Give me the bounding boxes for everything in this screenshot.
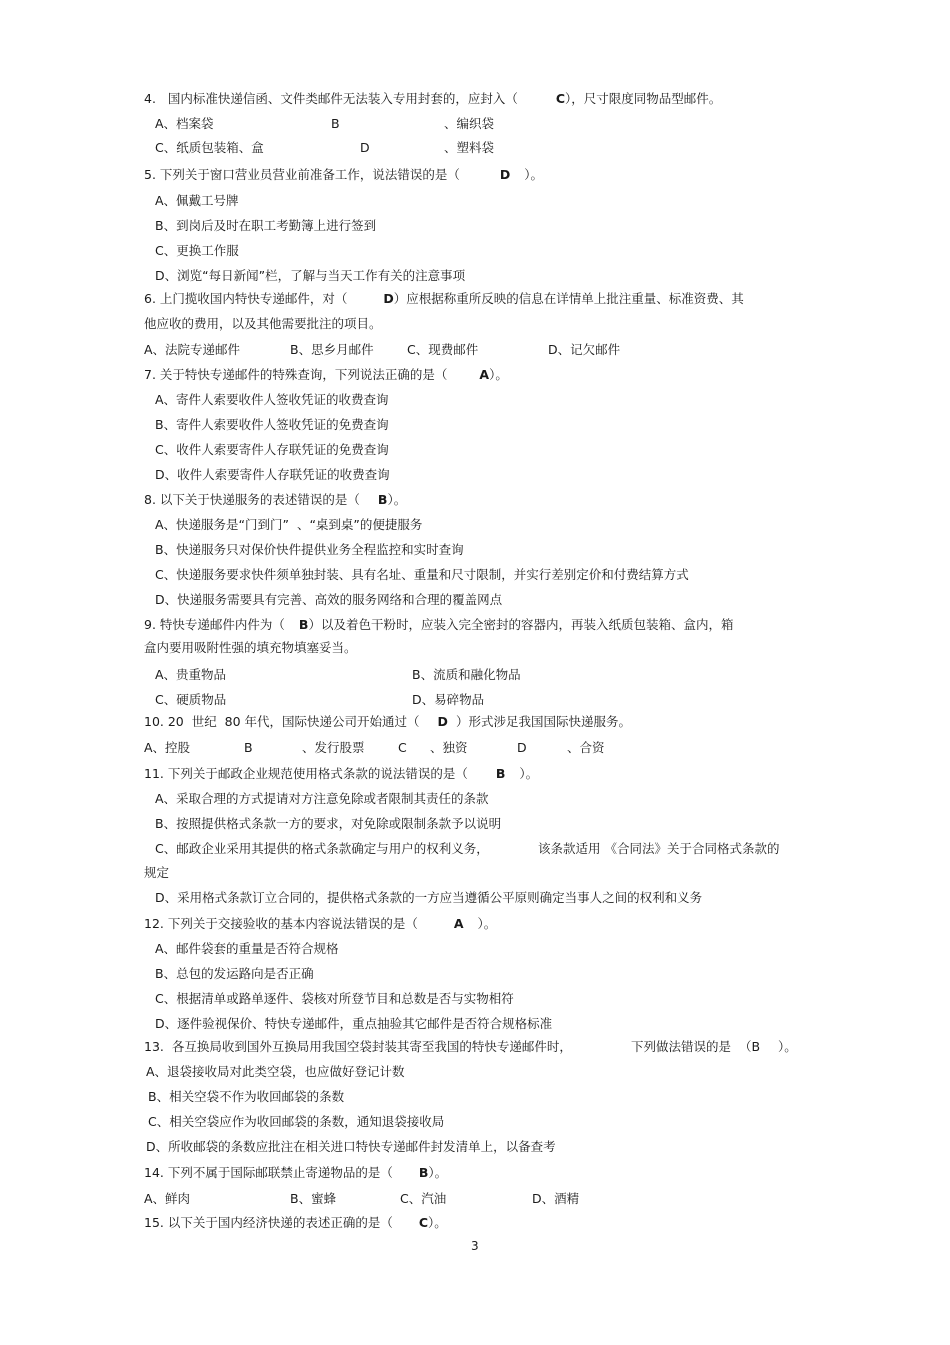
question-12-stem xyxy=(144,916,496,932)
q10-option-c-text: 、独资 xyxy=(430,740,468,755)
q4-option-a: A、档案袋 xyxy=(155,116,214,131)
q5-option-a: A、佩戴工号牌 xyxy=(155,193,239,208)
q10-option-a: A、控股 xyxy=(144,740,191,755)
q14-answer: B xyxy=(418,1165,429,1180)
q6-stem-text: 6. 上门揽收国内特快专递邮件，对（ xyxy=(144,291,348,306)
q9-answer: B xyxy=(298,617,309,632)
question-7-stem xyxy=(144,367,508,383)
q15-stem-text: 15. 以下关于国内经济快递的表述正确的是（ xyxy=(144,1215,393,1230)
question-13-stem xyxy=(144,1039,572,1055)
q10-option-d-text: 、合资 xyxy=(567,740,605,755)
q5-option-c: C、更换工作服 xyxy=(155,243,239,258)
q14-option-c: C、汽油 xyxy=(400,1191,447,1206)
q7-answer: A xyxy=(479,367,490,382)
q11-stem-tail: ）。 xyxy=(519,766,539,781)
q6-option-b: B、思乡月邮件 xyxy=(290,342,374,357)
q10-option-c-letter: C xyxy=(398,740,407,755)
q6-stem-tail: ）应根据称重所反映的信息在详情单上批注重量、标准资费、其 xyxy=(393,291,744,306)
q5-answer: D xyxy=(499,167,511,182)
question-6-stem xyxy=(144,291,744,307)
q10-option-d-letter: D xyxy=(517,740,527,755)
q9-option-d: D、易碎物品 xyxy=(412,692,485,707)
q4-option-c: C、纸质包装箱、盒 xyxy=(155,140,264,155)
q10-option-b-text: 、发行股票 xyxy=(302,740,365,755)
q8-stem-tail: ）。 xyxy=(387,492,407,507)
q13-stem-text: 13. 各互换局收到国外互换局用我国空袋封装其寄至我国的特快专递邮件时， xyxy=(144,1039,572,1054)
q14-option-b: B、蜜蜂 xyxy=(290,1191,337,1206)
q11-option-c-line2: 规定 xyxy=(144,865,170,880)
q9-option-b: B、流质和融化物品 xyxy=(412,667,521,682)
q13-option-b: B、相关空袋不作为收回邮袋的条数 xyxy=(148,1089,345,1104)
q4-option-d-letter: D xyxy=(360,140,370,155)
q11-answer: B xyxy=(495,766,506,781)
q9-option-a: A、贵重物品 xyxy=(155,667,227,682)
q11-option-c-continued: 该条款适用 《合同法》关于合同格式条款的 xyxy=(538,841,780,856)
q8-option-c: C、快递服务要求快件须单独封装、具有名址、重量和尺寸限制，并实行差别定价和付费结算方式 xyxy=(155,567,689,582)
q15-answer: C xyxy=(418,1215,429,1230)
q14-option-d: D、酒精 xyxy=(532,1191,580,1206)
q8-stem-text: 8. 以下关于快递服务的表述错误的是（ xyxy=(144,492,360,507)
q7-stem-text: 7. 关于特快专递邮件的特殊查询，下列说法正确的是（ xyxy=(144,367,448,382)
q5-option-d: D、浏览“每日新闻”栏，了解与当天工作有关的注意事项 xyxy=(155,268,466,283)
q8-option-b: B、快递服务只对保价快件提供业务全程监控和实时查询 xyxy=(155,542,464,557)
q9-stem-line2: 盒内要用吸附性强的填充物填塞妥当。 xyxy=(144,640,357,655)
q6-option-d: D、记欠邮件 xyxy=(548,342,621,357)
q11-stem-text: 11. 下列关于邮政企业规范使用格式条款的说法错误的是（ xyxy=(144,766,468,781)
q5-option-b: B、到岗后及时在职工考勤簿上进行签到 xyxy=(155,218,377,233)
question-10-stem xyxy=(144,714,631,730)
question-9-stem xyxy=(144,617,733,633)
q8-answer: B xyxy=(377,492,388,507)
q7-option-b: B、寄件人索要收件人签收凭证的免费查询 xyxy=(155,417,389,432)
question-5-stem xyxy=(144,167,543,183)
q7-option-c: C、收件人索要寄件人存联凭证的免费查询 xyxy=(155,442,389,457)
q12-option-d: D、逐件验视保价、特快专递邮件，重点抽验其它邮件是否符合规格标准 xyxy=(155,1016,553,1031)
q13-stem-tail: ）。 xyxy=(778,1039,797,1054)
q13-answer: B xyxy=(751,1039,761,1054)
q9-stem-tail: ）以及着色干粉时，应装入完全密封的容器内，再装入纸质包装箱、盒内，箱 xyxy=(308,617,734,632)
q10-stem-tail: ）形式涉足我国国际快递服务。 xyxy=(455,714,631,729)
q5-stem-text: 5. 下列关于窗口营业员营业前准备工作，说法错误的是（ xyxy=(144,167,460,182)
q6-option-c: C、现费邮件 xyxy=(407,342,479,357)
q11-option-c: C、邮政企业采用其提供的格式条款确定与用户的权利义务， xyxy=(155,841,489,856)
question-8-stem xyxy=(144,492,406,508)
q12-answer: A xyxy=(453,916,464,931)
q13-option-d: D、所收邮袋的条数应批注在相关进口特快专递邮件封发清单上，以备查考 xyxy=(146,1139,556,1154)
q13-option-c: C、相关空袋应作为收回邮袋的条数，通知退袋接收局 xyxy=(148,1114,445,1129)
q10-answer: D xyxy=(437,714,448,729)
question-15-stem xyxy=(144,1215,447,1231)
q12-stem-tail: ）。 xyxy=(477,916,497,931)
q6-stem-line2: 他应收的费用，以及其他需要批注的项目。 xyxy=(144,316,382,331)
q12-option-c: C、根据清单或路单逐件、袋核对所登节目和总数是否与实物相符 xyxy=(155,991,514,1006)
page-number: 3 xyxy=(471,1239,479,1253)
q7-option-a: A、寄件人索要收件人签收凭证的收费查询 xyxy=(155,392,389,407)
q10-option-b-letter: B xyxy=(244,740,253,755)
q12-option-b: B、总包的发运路向是否正确 xyxy=(155,966,314,981)
q8-option-a: A、快递服务是“门到门” 、“桌到桌”的便捷服务 xyxy=(155,517,423,532)
q7-option-d: D、收件人索要寄件人存联凭证的收费查询 xyxy=(155,467,390,482)
q13-stem-right xyxy=(631,1039,797,1055)
q6-option-a: A、法院专递邮件 xyxy=(144,342,241,357)
q14-option-a: A、鲜肉 xyxy=(144,1191,191,1206)
q8-option-d: D、快递服务需要具有完善、高效的服务网络和合理的覆盖网点 xyxy=(155,592,503,607)
q7-stem-tail: ）。 xyxy=(489,367,508,382)
q11-option-d: D、采用格式条款订立合同的，提供格式条款的一方应当遵循公平原则确定当事人之间的权利和义务 xyxy=(155,890,703,905)
q6-answer: D xyxy=(383,291,394,306)
q9-stem-text: 9. 特快专递邮件内件为（ xyxy=(144,617,285,632)
q12-stem-text: 12. 下列关于交接验收的基本内容说法错误的是（ xyxy=(144,916,418,931)
q10-stem-text: 10. 20 世纪 80 年代，国际快递公司开始通过（ xyxy=(144,714,420,729)
q4-option-b-text: 、编织袋 xyxy=(444,116,495,131)
q4-stem-tail: ），尺寸限度同物品型邮件。 xyxy=(565,91,722,106)
q4-option-d-text: 、塑料袋 xyxy=(444,140,495,155)
q14-stem-text: 14. 下列不属于国际邮联禁止寄递物品的是（ xyxy=(144,1165,393,1180)
q4-stem-text: 4. 国内标准快递信函、文件类邮件无法装入专用封套的，应封入（ xyxy=(144,91,518,106)
q13-option-a: A、退袋接收局对此类空袋，也应做好登记计数 xyxy=(146,1064,405,1079)
q11-option-a: A、采取合理的方式提请对方注意免除或者限制其责任的条款 xyxy=(155,791,489,806)
question-11-stem xyxy=(144,766,538,782)
question-4-stem xyxy=(144,91,721,107)
q5-stem-tail: ）。 xyxy=(524,167,544,182)
q14-stem-tail: ）。 xyxy=(428,1165,448,1180)
q15-stem-tail: ）。 xyxy=(428,1215,447,1230)
q13-stem-mid: 下列做法错误的是 （ xyxy=(631,1039,752,1054)
q11-option-b: B、按照提供格式条款一方的要求，对免除或限制条款予以说明 xyxy=(155,816,502,831)
question-14-stem xyxy=(144,1165,447,1181)
q9-option-c: C、硬质物品 xyxy=(155,692,227,707)
q12-option-a: A、邮件袋套的重量是否符合规格 xyxy=(155,941,339,956)
q4-option-b-letter: B xyxy=(331,116,340,131)
q4-answer: C xyxy=(555,91,566,106)
